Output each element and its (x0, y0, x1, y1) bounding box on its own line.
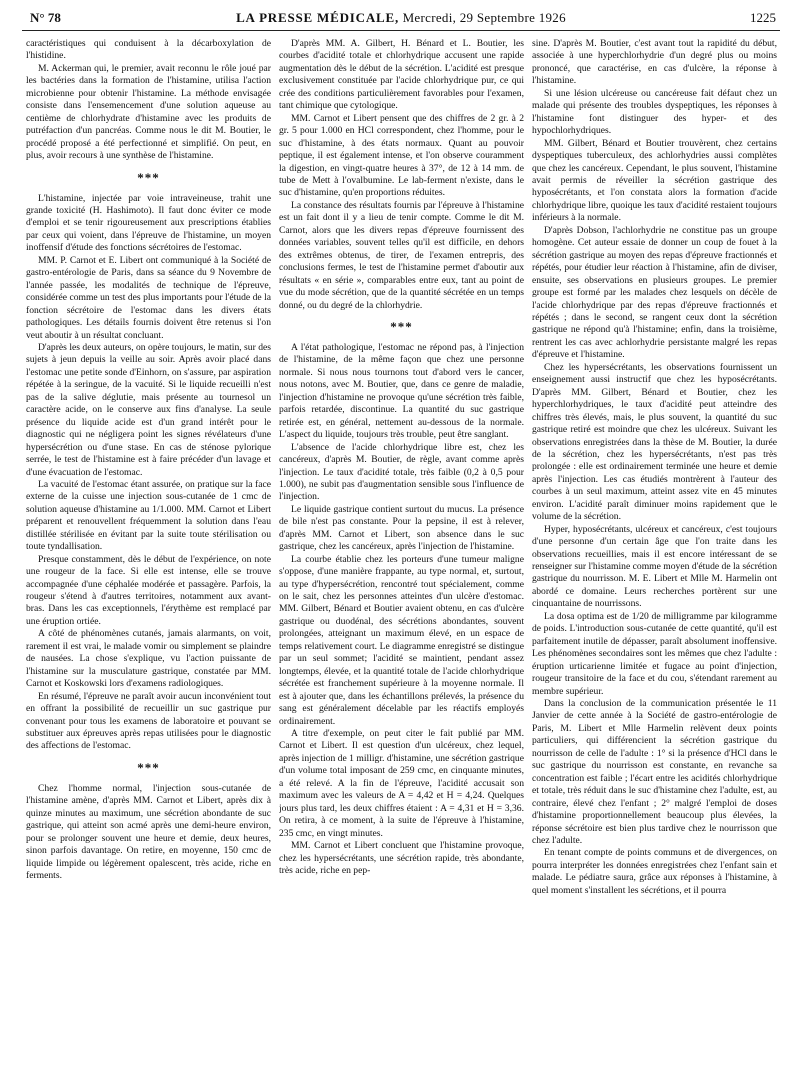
paragraph: sine. D'après M. Boutier, c'est avant tout la rapidité du début, associée à une hyperchlorhydrie d'un degré plus ou moins prononcé, que caractérise, en cas d'ulcère, la réponse à l'histamine. (532, 38, 777, 87)
paragraph: caractéristiques qui conduisent à la décarboxylation de l'histidine. (26, 38, 271, 62)
paragraph: Si une lésion ulcéreuse ou cancéreuse fait défaut chez un malade qui présente des troubles dyspeptiques, les réponses à l'histamine font distinguer des hyper- et des hypochlorhydriques. (532, 87, 777, 137)
paragraph: M. Ackerman qui, le premier, avait reconnu le rôle joué par les bactéries dans la formation de l'histamine, utilisa l'action microbienne pour obtenir l'histamine. La méthode envisagée consiste dans l'ensemencement d'une solution aqueuse au centième de chlorhydrate d'histamine avec les produits de putréfaction d'un pancréas. Comme nous le dit M. Boutier, le procédé proposé a été perfectionné et simplifié. On peut, en plus, avoir recours à une synthèse de l'histamine. (26, 62, 271, 162)
paragraph: La vacuité de l'estomac étant assurée, on pratique sur la face externe de la cuisse une injection sous-cutanée de 1 cmc de solution aqueuse d'histamine au 1/1.000. MM. Carnot et Libert préparent et renouvellent fréquemment la solution dans l'eau distillée stérilisée en évitant par la suite toute stérilisation ou toute tyndallisation. (26, 478, 271, 553)
paragraph: Presque constamment, dès le début de l'expérience, on note une rougeur de la face. Si elle est intense, elle se trouve accompagnée d'une céphalée modérée et passagère. Parfois, la rougeur s'étend à d'autres territoires, notamment aux avant-bras. Dans les cas exceptionnels, l'érythème est remplacé par une éruption ortiée. (26, 553, 271, 627)
issue-number: N° 78 (30, 10, 61, 25)
column-2 (279, 38, 524, 1074)
paragraph: L'histamine, injectée par voie intraveineuse, trahit une grande toxicité (H. Hashimoto). Il faut donc éviter ce mode d'emploi et se tenir rigoureusement aux prescriptions établies par ceux qui voient, dans l'épreuve de l'histamine, un moyen inoffensif d'étude des fonctions sécrétoires de l'estomac. (26, 192, 271, 254)
paragraph: L'absence de l'acide chlorhydrique libre est, chez les cancéreux, d'après M. Boutier, de règle, avant comme après l'injection. Le taux d'acidité totale, très faible (0,2 à 0,5 pour 1.000), ne subit pas d'augmentation sensible sous l'influence de l'injection. (279, 441, 524, 503)
paragraph: Hyper, hyposécrétants, ulcéreux et cancéreux, c'est toujours d'une personne d'un certain âge que l'on traite dans les observations recueillies, mais il est encore intéressant de se renseigner sur l'histamine comme moyen d'étude de la sécrétion gastrique du nourrisson. M. E. Libert et Mlle M. Harmelin ont abordé ce domaine. Leurs recherches portèrent sur une cinquantaine de nourrissons. (532, 523, 777, 610)
paragraph: D'après les deux auteurs, on opère toujours, le matin, sur des sujets à jeun depuis la veille au soir. Après avoir placé dans l'estomac une petite sonde d'Einhorn, on s'assure, par aspiration répétée à la seringue, de la vacuité. Si le liquide recueilli n'est pas de la salive déglutie, mais présente au tournesol un caractère acide, on le conserve aux fins d'analyse. La seule présence du liquide acide est d'un grand intérêt pour le diagnostic qui ne négligera point les signes révélateurs d'une hypersécrétion ou d'une stase. En cas de sténose pylorique serrée, le test de l'histamine est à faire précéder d'un lavage et d'une évacuation de l'estomac. (26, 341, 271, 478)
issue-date: Mercredi, 29 Septembre 1926 (402, 10, 566, 25)
paragraph: D'après Dobson, l'achlorhydrie ne constitue pas un groupe homogène. Cet auteur essaie de donner un coup de fouet à la sécrétion gastrique au moyen des repas d'épreuve fractionnés et répétés, pour étudier leur réaction à l'histamine, afin de diviser, ensuite, ses observations en plusieurs groupes. Le premier groupe est formé par les malades chez lesquels on décèle de l'acide chlorhydrique par des repas d'épreuve fractionnés et répétés ; dans le second, se rangent ceux dont la sécrétion gastrique ne répond qu'à l'histamine; enfin, dans la troisième, rentrent les cas avec achlorhydrie persistante malgré les repas d'épreuve et l'histamine. (532, 224, 777, 361)
section-asterism: *** (137, 169, 160, 185)
journal-name: LA PRESSE MÉDICALE, (236, 10, 400, 25)
paragraph: A côté de phénomènes cutanés, jamais alarmants, on voit, rarement il est vrai, le malade vomir ou simplement se plaindre de nausées. La chose s'explique, vu l'action puissante de l'histamine sur la musculature gastrique, constatée par MM. Carnot et Koskowski lors d'examens radiologiques. (26, 628, 271, 690)
paragraph: D'après MM. A. Gilbert, H. Bénard et L. Boutier, les courbes d'acidité totale et chlorhydrique accusent une rapide augmentation dès le début de la sécrétion. L'acidité est presque exclusivement constituée par l'acide chlorhydrique pur, ce qui crée des conditions particulièrement favorables pour l'examen, tant chimique que cytologique. (279, 38, 524, 112)
paragraph: La dosa optima est de 1/20 de milligramme par kilogramme de poids. L'introduction sous-cutanée de cette quantité, qu'il est parfaitement inutile de dépasser, paraît absolument inoffensive. Les phénomènes secondaires sont les mêmes que chez l'adulte : éruption urticarienne limitée et fugace au point d'injection, rougeur transitoire de la face et du cou, s'étendant rarement au membre supérieur. (532, 610, 777, 697)
paragraph: MM. Gilbert, Bénard et Boutier trouvèrent, chez certains dyspeptiques tuberculeux, des achlorhydries aussi complètes que chez les cancéreux. Cependant, le plus souvent, l'histamine avait permis de réveiller la sécrétion gastrique des hyposécrétants, et l'on constata alors la formation d'acide chlorhydrique libre, quoique les taux d'acidité restaient toujours inférieurs à la normale. (532, 137, 777, 224)
page-folio: 1225 (750, 10, 776, 25)
column-3 (532, 38, 777, 1074)
paragraph: MM. Carnot et Libert pensent que des chiffres de 2 gr. à 2 gr. 5 pour 1.000 en HCl correspondent, chez l'homme, pour le suc d'histamine, à des états normaux. Quant au pouvoir peptique, il est également intense, et l'on observe couramment la digestion, en vingt-quatre heures à 37°, de 12 à 14 mm. de tube de Mett à l'ovalbumine. Le lab-ferment n'existe, dans le suc d'histamine, qu'en proportions réduites. (279, 112, 524, 199)
journal-title-line (22, 10, 780, 26)
paragraph: MM. P. Carnot et E. Libert ont communiqué à la Société de gastro-entérologie de Paris, dans sa séance du 9 Novembre de l'année passée, les modalités de technique de l'épreuve, considérée comme un test des plus importants pour l'étude de la fonction sécrétoire de l'estomac dans les divers états pathologiques. Les détails fournis doivent être retenus si l'on veut aboutir à un résultat concluant. (26, 254, 271, 341)
column-1 (26, 38, 271, 1074)
paragraph: A titre d'exemple, on peut citer le fait publié par MM. Carnot et Libert. Il est question d'un ulcéreux, chez lequel, après injection de 1 milligr. d'histamine, une sécrétion gastrique d'un volume total imposant de 259 cmc, en cinquante minutes, a été relevé. A la fin de l'épreuve, l'acidité accusait son maximum avec les valeurs de A = 4,42 et H = 4,24. Quelques jours plus tard, les deux chiffres étaient : A = 4,31 et H = 3,36. On retira, à ce moment, à la suite de l'épreuve à l'histamine, 235 cmc, en vingt minutes. (279, 728, 524, 839)
section-asterism: *** (390, 318, 413, 334)
paragraph: MM. Carnot et Libert concluent que l'histamine provoque, chez les hypersécrétants, une sécrétion rapide, très abondante, très acide, riche en pep- (279, 840, 524, 876)
journal-page (22, 0, 780, 1082)
section-asterism: *** (137, 759, 160, 775)
running-header (22, 8, 780, 31)
paragraph: La courbe établie chez les porteurs d'une tumeur maligne s'oppose, d'une manière frappante, au type normal, et, surtout, au type d'hypersécrétion, rencontré tout spécialement, comme on le sait, chez les personnes atteintes d'un ulcère d'estomac. MM. Gilbert, Bénard et Boutier avaient obtenu, en cas d'ulcère gastrique ou duodénal, des sécrétions abondantes, souvent prolongées, atteignant un maximum élevé, en un espace de temps relativement court. Le diagramme enregistré se distingue par un seul sommet; l'acidité se maintient, pendant assez longtemps, élevée, et la quantité totale de l'acide chlorhydrique sécrétée est franchement supérieure à la moyenne normale. Il est à ajouter que, dans les échantillons prélevés, la présence du sang est généralement décelable par les réactifs employés ordinairement. (279, 553, 524, 727)
paragraph: En tenant compte de points communs et de divergences, on pourra interpréter les données enregistrées chez l'enfant sain et malade. Le pédiatre saura, grâce aux réponses à l'histamine, à quel moment s'installent les sécrétions, et il pourra (532, 847, 777, 896)
paragraph: Chez l'homme normal, l'injection sous-cutanée de l'histamine amène, d'après MM. Carnot et Libert, après dix à quinze minutes au maximum, une sécrétion abondante de suc gastrique, qui atteint son acmé après une demi-heure environ, pour se prolonger souvent une heure et demie, deux heures, sinon parfois davantage. On retire, en moyenne, 150 cmc de liquide limpide ou légèrement opalescent, très acide, riche en ferments. (26, 782, 271, 882)
paragraph: Chez les hypersécrétants, les observations fournissent un enseignement aussi instructif que chez les hyposécrétants. D'après MM. Gilbert, Bénard et Boutier, chez les hyperchlorhydriques, le taux d'acidité peut atteindre des chiffres très élevés, mais, le plus souvent, la quantité du suc gastrique retiré est moindre que chez les ulcéreux. Suivant les observations enregistrées dans la thèse de M. Boutier, la durée de la sécrétion, chez les hypersécrétants, n'est pas très prolongée : elle est ordinairement terminée une heure et demie après l'injection. Les cas étudiés montrèrent à l'auteur des courbes à un seul maximum, atteint assez vite en 45 minutes environ. L'acidité paraît diminuer moins rapidement que le volume de la sécrétion. (532, 361, 777, 523)
paragraph: La constance des résultats fournis par l'épreuve à l'histamine est un fait dont il y a lieu de tenir compte. Comme le dit M. Carnot, alors que les divers repas d'épreuve fournissent des données variables, souvent telles qu'il est difficile, en dehors des extrêmes obtenus, de tirer, de l'examen entrepris, des conclusions fermes, le test de l'histamine permet d'aboutir aux résultats « en série », comparables entre eux, tant au point de vue du mode sécrétion, que de la quantité sécrétée en un temps donné, ou du degré de la chlorhydrie. (279, 199, 524, 311)
paragraph: En résumé, l'épreuve ne paraît avoir aucun inconvénient tout en offrant la possibilité de recueillir un suc gastrique pur convenant pour tous les examens de laboratoire et pouvant se substituer aux épreuves après repas utilisées pour le diagnostic des affections de l'estomac. (26, 690, 271, 752)
paragraph: Dans la conclusion de la communication présentée le 11 Janvier de cette année à la Société de gastro-entérologie de Paris, M. Libert et Mlle Harmelin relèvent deux points particuliers, qui différencient la sécrétion gastrique du nourrisson de celle de l'adulte : 1° si la présence d'HCl dans le suc gastrique du nourrisson est constante, en revanche sa concentration est faible ; l'écart entre les acidités chlorhydrique et totale, très réduit dans le suc d'histamine chez l'adulte, est, au contraire, élevé chez l'enfant ; 2° malgré l'emploi de doses d'histamine proportionnellement beaucoup plus élevées, la réponse sécrétoire est bien plus tardive chez le nourrisson que chez l'adulte. (532, 698, 777, 846)
paragraph: A l'état pathologique, l'estomac ne répond pas, à l'injection de l'histamine, de la même façon que chez une personne normale. Si nous nous tournons tout d'abord vers le cancer, nous notons, avec M. Boutier, que, dans ce genre de maladie, l'injection d'histamine ne provoque qu'une sécrétion très faible, parfois retardée, discontinue. La quantité du suc gastrique retirée est, en général, nettement au-dessous de la normale. L'aspect du liquide, toujours très trouble, peut être sanglant. (279, 341, 524, 441)
paragraph: Le liquide gastrique contient surtout du mucus. La présence de bile n'est pas constante. Pour la pepsine, il est à relever, d'après MM. Carnot et Libert, son absence dans le suc gastrique, chez les cancéreux, après l'injection de l'histamine. (279, 503, 524, 553)
